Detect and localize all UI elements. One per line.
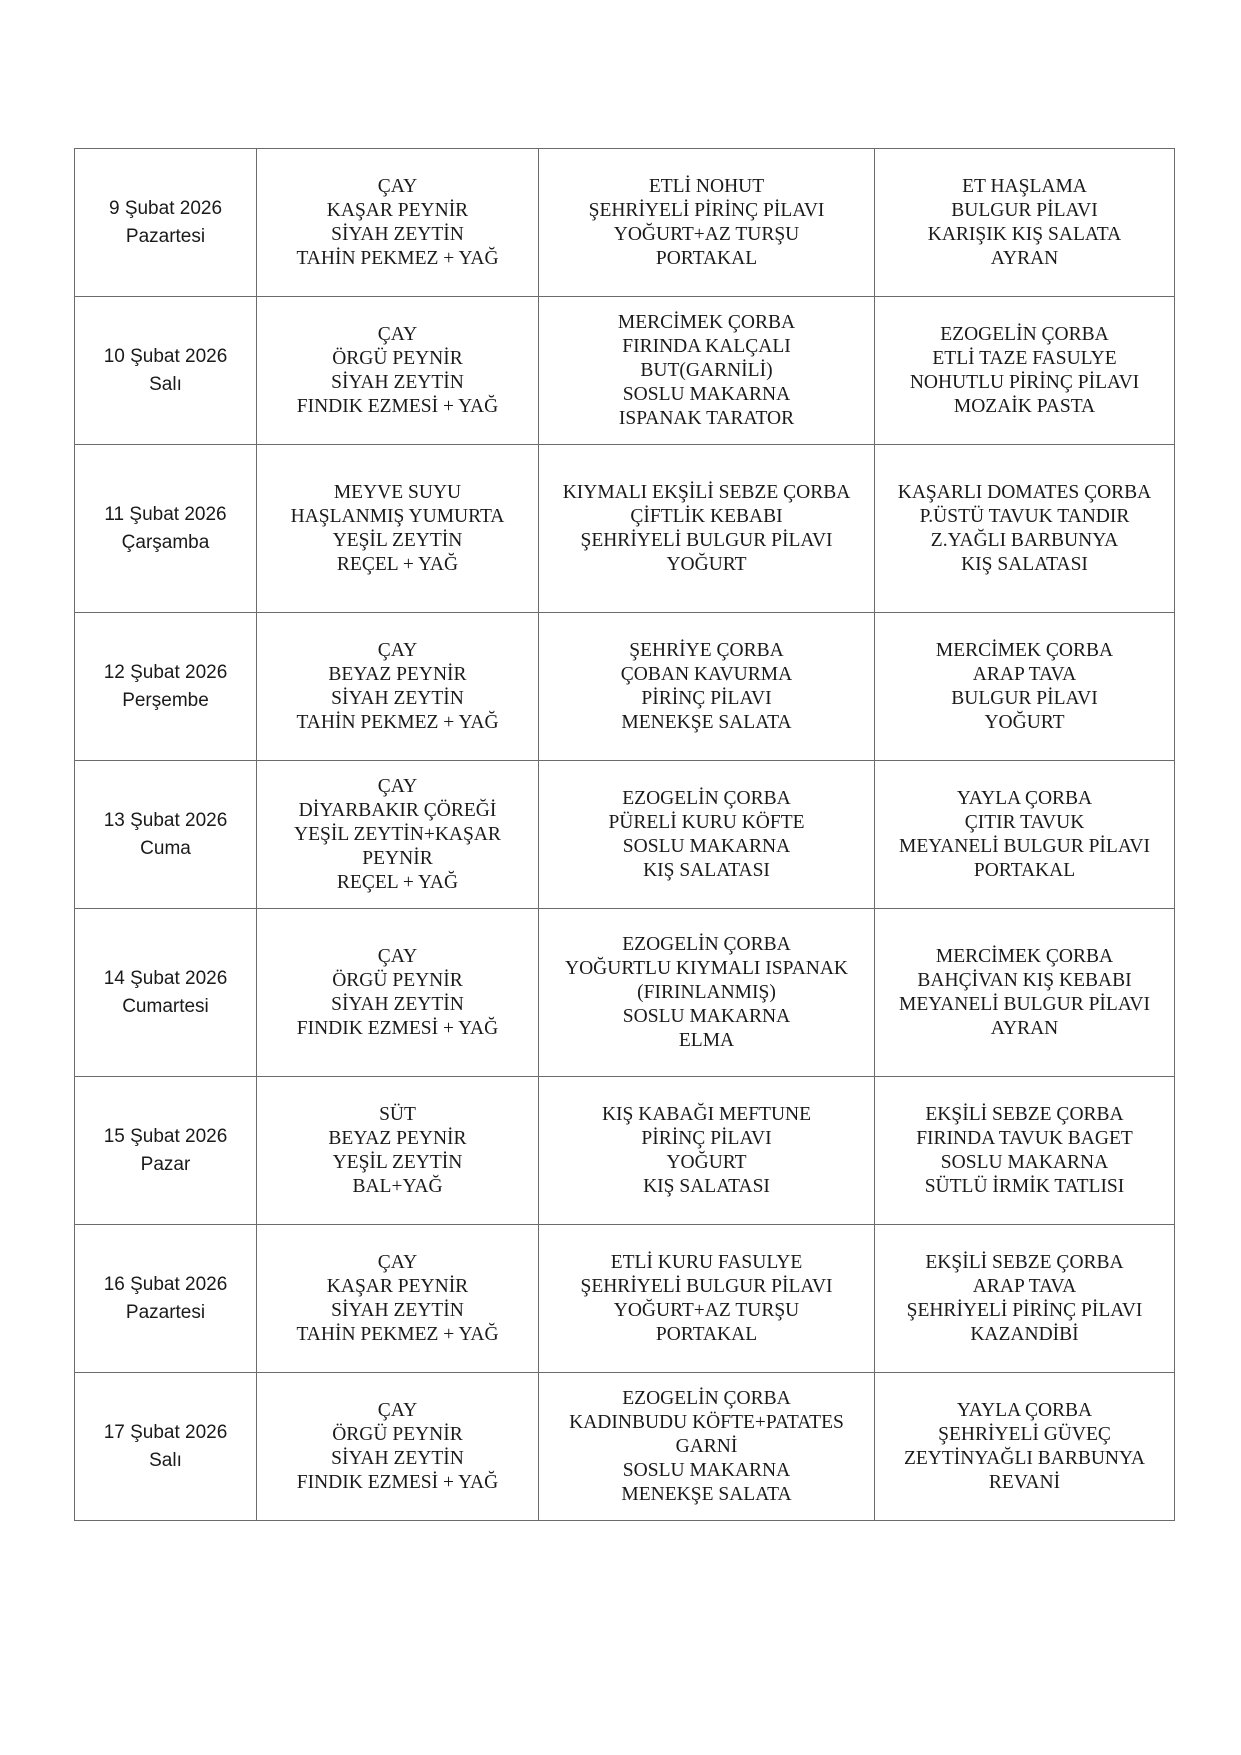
lunch-item: PORTAKAL bbox=[655, 1323, 758, 1345]
dinner-cell bbox=[875, 761, 1175, 909]
lunch-item: EZOGELİN ÇORBA bbox=[622, 787, 791, 809]
weekday-label: Salı bbox=[149, 1449, 182, 1471]
menu-row bbox=[75, 149, 1175, 297]
dinner-item: AYRAN bbox=[990, 247, 1059, 269]
dinner-item: KARIŞIK KIŞ SALATA bbox=[927, 223, 1122, 245]
breakfast-item: YEŞİL ZEYTİN+KAŞAR bbox=[294, 823, 501, 845]
lunch-item: YOĞURT+AZ TURŞU bbox=[613, 223, 800, 245]
lunch-cell bbox=[539, 1225, 875, 1373]
breakfast-cell bbox=[257, 1225, 539, 1373]
lunch-cell bbox=[539, 445, 875, 613]
dinner-item: MOZAİK PASTA bbox=[953, 395, 1096, 417]
weekday-label: Pazar bbox=[140, 1153, 191, 1175]
lunch-item: SOSLU MAKARNA bbox=[622, 1005, 791, 1027]
breakfast-item: BAL+YAĞ bbox=[352, 1175, 443, 1197]
menu-row bbox=[75, 297, 1175, 445]
date-cell bbox=[75, 761, 257, 909]
lunch-item: ÇİFTLİK KEBABI bbox=[630, 505, 783, 527]
lunch-item: SOSLU MAKARNA bbox=[622, 1459, 791, 1481]
breakfast-cell bbox=[257, 1373, 539, 1521]
breakfast-item: ÖRGÜ PEYNİR bbox=[332, 969, 463, 991]
lunch-item: KIŞ SALATASI bbox=[643, 859, 770, 881]
menu-row bbox=[75, 761, 1175, 909]
breakfast-item: BEYAZ PEYNİR bbox=[328, 663, 467, 685]
date-cell bbox=[75, 149, 257, 297]
dinner-item: BULGUR PİLAVI bbox=[951, 199, 1098, 221]
breakfast-item: FINDIK EZMESİ + YAĞ bbox=[296, 395, 499, 417]
breakfast-item: SİYAH ZEYTİN bbox=[331, 687, 464, 709]
dinner-item: EKŞİLİ SEBZE ÇORBA bbox=[925, 1103, 1124, 1125]
date-cell bbox=[75, 1225, 257, 1373]
lunch-item: ŞEHRİYELİ BULGUR PİLAVI bbox=[580, 1275, 833, 1297]
weekday-label: Çarşamba bbox=[121, 531, 210, 553]
lunch-item: YOĞURT+AZ TURŞU bbox=[613, 1299, 800, 1321]
date-label: 14 Şubat 2026 bbox=[103, 967, 228, 989]
dinner-cell bbox=[875, 1077, 1175, 1225]
breakfast-item: MEYVE SUYU bbox=[333, 481, 462, 503]
breakfast-cell bbox=[257, 297, 539, 445]
lunch-item: BUT(GARNİLİ) bbox=[640, 359, 773, 381]
breakfast-item: KAŞAR PEYNİR bbox=[326, 199, 469, 221]
lunch-item: ETLİ NOHUT bbox=[648, 175, 765, 197]
breakfast-item: SİYAH ZEYTİN bbox=[331, 993, 464, 1015]
lunch-item: PÜRELİ KURU KÖFTE bbox=[608, 811, 805, 833]
breakfast-cell bbox=[257, 149, 539, 297]
dinner-item: YAYLA ÇORBA bbox=[956, 787, 1093, 809]
breakfast-item: HAŞLANMIŞ YUMURTA bbox=[290, 505, 505, 527]
date-label: 12 Şubat 2026 bbox=[103, 661, 228, 683]
breakfast-item: KAŞAR PEYNİR bbox=[326, 1275, 469, 1297]
dinner-item: MERCİMEK ÇORBA bbox=[935, 639, 1114, 661]
lunch-cell bbox=[539, 613, 875, 761]
dinner-item: ET HAŞLAMA bbox=[962, 175, 1087, 197]
lunch-item: KIŞ KABAĞI MEFTUNE bbox=[601, 1103, 812, 1125]
dinner-item: MEYANELİ BULGUR PİLAVI bbox=[899, 835, 1150, 857]
dinner-item: BULGUR PİLAVI bbox=[951, 687, 1098, 709]
breakfast-item: FINDIK EZMESİ + YAĞ bbox=[296, 1471, 499, 1493]
dinner-item: YOĞURT bbox=[984, 711, 1065, 733]
dinner-item: YAYLA ÇORBA bbox=[956, 1399, 1093, 1421]
dinner-item: ARAP TAVA bbox=[972, 663, 1077, 685]
dinner-cell bbox=[875, 445, 1175, 613]
lunch-cell bbox=[539, 149, 875, 297]
lunch-item: MERCİMEK ÇORBA bbox=[617, 311, 796, 333]
breakfast-cell bbox=[257, 445, 539, 613]
breakfast-item: YEŞİL ZEYTİN bbox=[332, 1151, 463, 1173]
menu-row bbox=[75, 445, 1175, 613]
menu-row bbox=[75, 1373, 1175, 1521]
breakfast-item: FINDIK EZMESİ + YAĞ bbox=[296, 1017, 499, 1039]
dinner-cell bbox=[875, 297, 1175, 445]
breakfast-cell bbox=[257, 909, 539, 1077]
date-cell bbox=[75, 1373, 257, 1521]
breakfast-item: SİYAH ZEYTİN bbox=[331, 371, 464, 393]
lunch-item: PİRİNÇ PİLAVI bbox=[641, 1127, 772, 1149]
weekday-label: Salı bbox=[149, 373, 182, 395]
date-label: 10 Şubat 2026 bbox=[103, 345, 228, 367]
breakfast-item: ÇAY bbox=[377, 1251, 418, 1273]
breakfast-item: ÖRGÜ PEYNİR bbox=[332, 1423, 463, 1445]
lunch-item: (FIRINLANMIŞ) bbox=[637, 981, 776, 1003]
lunch-item: ŞEHRİYE ÇORBA bbox=[629, 639, 784, 661]
breakfast-item: BEYAZ PEYNİR bbox=[328, 1127, 467, 1149]
breakfast-cell bbox=[257, 613, 539, 761]
meal-menu-table bbox=[74, 148, 1175, 1521]
breakfast-item: REÇEL + YAĞ bbox=[336, 871, 459, 893]
date-label: 9 Şubat 2026 bbox=[108, 197, 223, 219]
dinner-item: REVANİ bbox=[988, 1471, 1061, 1493]
dinner-item: ŞEHRİYELİ PİRİNÇ PİLAVI bbox=[906, 1299, 1143, 1321]
breakfast-item: TAHİN PEKMEZ + YAĞ bbox=[296, 711, 499, 733]
breakfast-item: ÖRGÜ PEYNİR bbox=[332, 347, 463, 369]
lunch-cell bbox=[539, 1373, 875, 1521]
lunch-item: ÇOBAN KAVURMA bbox=[620, 663, 793, 685]
lunch-item: ISPANAK TARATOR bbox=[618, 407, 795, 429]
lunch-item: ŞEHRİYELİ PİRİNÇ PİLAVI bbox=[588, 199, 825, 221]
date-cell bbox=[75, 297, 257, 445]
lunch-item: PORTAKAL bbox=[655, 247, 758, 269]
dinner-cell bbox=[875, 149, 1175, 297]
date-label: 15 Şubat 2026 bbox=[103, 1125, 228, 1147]
date-label: 16 Şubat 2026 bbox=[103, 1273, 228, 1295]
lunch-item: ETLİ KURU FASULYE bbox=[610, 1251, 803, 1273]
date-label: 13 Şubat 2026 bbox=[103, 809, 228, 831]
lunch-item: EZOGELİN ÇORBA bbox=[622, 1387, 791, 1409]
lunch-item: MENEKŞE SALATA bbox=[621, 1483, 792, 1505]
menu-row bbox=[75, 909, 1175, 1077]
dinner-item: KAZANDİBİ bbox=[970, 1323, 1079, 1345]
dinner-cell bbox=[875, 613, 1175, 761]
lunch-item: ŞEHRİYELİ BULGUR PİLAVI bbox=[580, 529, 833, 551]
breakfast-item: SİYAH ZEYTİN bbox=[331, 1299, 464, 1321]
lunch-item: FIRINDA KALÇALI bbox=[622, 335, 791, 357]
dinner-item: ÇITIR TAVUK bbox=[964, 811, 1085, 833]
lunch-item: SOSLU MAKARNA bbox=[622, 835, 791, 857]
breakfast-item: SÜT bbox=[379, 1103, 416, 1125]
breakfast-item: ÇAY bbox=[377, 1399, 418, 1421]
meal-menu-body bbox=[75, 149, 1175, 1521]
dinner-item: MERCİMEK ÇORBA bbox=[935, 945, 1114, 967]
dinner-item: PORTAKAL bbox=[973, 859, 1076, 881]
lunch-item: YOĞURT bbox=[666, 553, 747, 575]
dinner-cell bbox=[875, 1225, 1175, 1373]
dinner-cell bbox=[875, 1373, 1175, 1521]
lunch-item: KIYMALI EKŞİLİ SEBZE ÇORBA bbox=[562, 481, 851, 503]
lunch-item: SOSLU MAKARNA bbox=[622, 383, 791, 405]
breakfast-item: ÇAY bbox=[377, 639, 418, 661]
menu-row bbox=[75, 1077, 1175, 1225]
lunch-cell bbox=[539, 1077, 875, 1225]
date-label: 17 Şubat 2026 bbox=[103, 1421, 228, 1443]
weekday-label: Perşembe bbox=[122, 689, 209, 711]
date-cell bbox=[75, 445, 257, 613]
lunch-item: YOĞURT bbox=[666, 1151, 747, 1173]
menu-row bbox=[75, 1225, 1175, 1373]
lunch-item: ELMA bbox=[678, 1029, 735, 1051]
lunch-item: GARNİ bbox=[675, 1435, 738, 1457]
breakfast-cell bbox=[257, 761, 539, 909]
breakfast-item: DİYARBAKIR ÇÖREĞİ bbox=[298, 799, 497, 821]
dinner-item: SÜTLÜ İRMİK TATLISI bbox=[924, 1175, 1125, 1197]
dinner-item: BAHÇİVAN KIŞ KEBABI bbox=[917, 969, 1132, 991]
weekday-label: Pazartesi bbox=[125, 1301, 206, 1323]
date-label: 11 Şubat 2026 bbox=[104, 503, 227, 525]
lunch-cell bbox=[539, 761, 875, 909]
date-cell bbox=[75, 613, 257, 761]
dinner-item: EZOGELİN ÇORBA bbox=[940, 323, 1109, 345]
menu-row bbox=[75, 613, 1175, 761]
breakfast-item: ÇAY bbox=[377, 175, 418, 197]
dinner-item: FIRINDA TAVUK BAGET bbox=[916, 1127, 1133, 1149]
dinner-item: Z.YAĞLI BARBUNYA bbox=[930, 529, 1119, 551]
dinner-item: ZEYTİNYAĞLI BARBUNYA bbox=[903, 1447, 1146, 1469]
dinner-item: P.ÜSTÜ TAVUK TANDIR bbox=[919, 505, 1130, 527]
weekday-label: Pazartesi bbox=[125, 225, 206, 247]
dinner-item: MEYANELİ BULGUR PİLAVI bbox=[899, 993, 1150, 1015]
dinner-item: KIŞ SALATASI bbox=[961, 553, 1088, 575]
breakfast-item: SİYAH ZEYTİN bbox=[331, 1447, 464, 1469]
lunch-item: KIŞ SALATASI bbox=[643, 1175, 770, 1197]
lunch-item: MENEKŞE SALATA bbox=[621, 711, 792, 733]
dinner-item: ŞEHRİYELİ GÜVEÇ bbox=[938, 1423, 1111, 1445]
date-cell bbox=[75, 1077, 257, 1225]
lunch-cell bbox=[539, 297, 875, 445]
lunch-item: EZOGELİN ÇORBA bbox=[622, 933, 791, 955]
dinner-item: SOSLU MAKARNA bbox=[940, 1151, 1109, 1173]
breakfast-item: TAHİN PEKMEZ + YAĞ bbox=[296, 247, 499, 269]
dinner-item: ARAP TAVA bbox=[972, 1275, 1077, 1297]
dinner-item: ETLİ TAZE FASULYE bbox=[932, 347, 1117, 369]
dinner-cell bbox=[875, 909, 1175, 1077]
dinner-item: KAŞARLI DOMATES ÇORBA bbox=[897, 481, 1152, 503]
weekday-label: Cuma bbox=[140, 837, 191, 859]
dinner-item: EKŞİLİ SEBZE ÇORBA bbox=[925, 1251, 1124, 1273]
breakfast-cell bbox=[257, 1077, 539, 1225]
dinner-item: AYRAN bbox=[990, 1017, 1059, 1039]
breakfast-item: SİYAH ZEYTİN bbox=[331, 223, 464, 245]
lunch-cell bbox=[539, 909, 875, 1077]
dinner-item: NOHUTLU PİRİNÇ PİLAVI bbox=[909, 371, 1140, 393]
lunch-item: YOĞURTLU KIYMALI ISPANAK bbox=[564, 957, 849, 979]
lunch-item: KADINBUDU KÖFTE+PATATES bbox=[569, 1411, 844, 1433]
weekday-label: Cumartesi bbox=[122, 995, 209, 1017]
breakfast-item: YEŞİL ZEYTİN bbox=[332, 529, 463, 551]
lunch-item: PİRİNÇ PİLAVI bbox=[641, 687, 772, 709]
breakfast-item: TAHİN PEKMEZ + YAĞ bbox=[296, 1323, 499, 1345]
date-cell bbox=[75, 909, 257, 1077]
breakfast-item: ÇAY bbox=[377, 323, 418, 345]
breakfast-item: REÇEL + YAĞ bbox=[336, 553, 459, 575]
breakfast-item: ÇAY bbox=[377, 775, 418, 797]
breakfast-item: PEYNİR bbox=[362, 847, 433, 869]
breakfast-item: ÇAY bbox=[377, 945, 418, 967]
